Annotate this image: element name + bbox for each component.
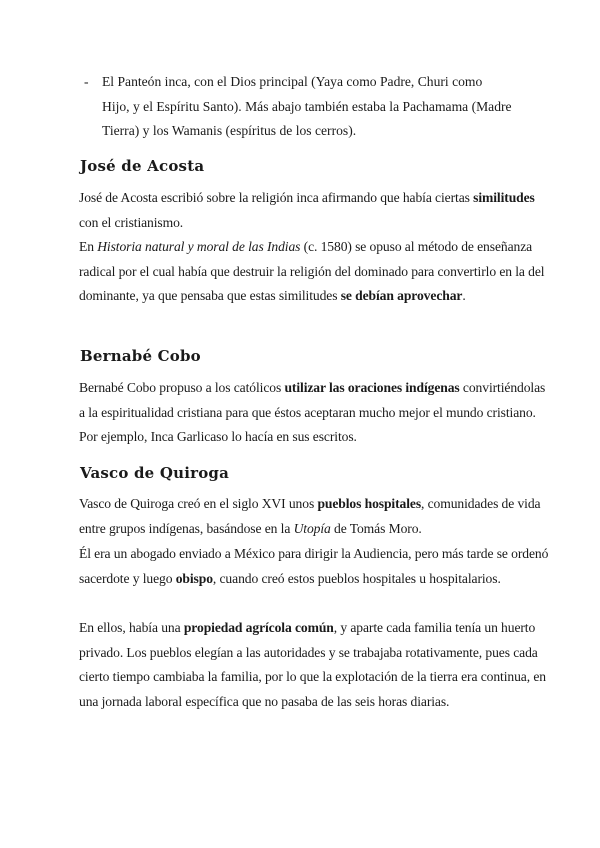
paragraph-acosta-1 [72,186,549,235]
heading-cobo: Bernabé Cobo [80,347,201,365]
bold-run: similitudes [473,190,535,205]
paragraph-quiroga-1 [72,492,549,541]
italic-run: Historia natural y moral de las Indias [97,239,301,254]
bold-run: propiedad agrícola común [183,620,334,635]
bullet-line-1: El Panteón inca, con el Dios principal (Yaya como Padre, Churi como [102,74,483,89]
text-run: . [462,288,466,304]
text-run: Bernabé Cobo propuso a los católicos [79,380,285,395]
text-run: Él era un abogado enviado a México para dirigir la Audiencia, pero más tarde se ordenó sacerdote y luego [79,546,549,586]
text-run: de Tomás Moro. [330,520,422,536]
heading-acosta: José de Acosta [80,157,205,175]
bold-run: obispo [175,570,213,586]
text-run: convirtiéndolas a la espiritualidad cristiana para que éstos aceptaran mucho mejor el mundo cristiano. Por ejemplo, Inca Garlicaso lo hacía en sus escritos. [79,380,546,445]
bullet-item-panteon [102,70,532,144]
bold-run: se debían aprovechar [340,288,463,304]
text-run: En [79,239,98,254]
text-run: En ellos, había una [79,620,184,635]
bullet-line-3: Tierra) y los Wamanis (espíritus de los cerros). [102,123,357,139]
paragraph-cobo-1 [72,376,549,450]
paragraph-quiroga-2 [72,542,549,591]
text-run: , comunidades de vida entre grupos indígenas, basándose en la [79,496,541,536]
bold-run: utilizar las oraciones indígenas [284,380,460,395]
paragraph-quiroga-3 [72,616,549,714]
bullet-marker: - [84,74,89,89]
text-run: José de Acosta escribió sobre la religión inca afirmando que había ciertas [79,190,470,205]
italic-run: Utopía [293,520,331,536]
text-run: con el cristianismo. [79,214,184,230]
bold-run: pueblos hospitales [317,496,422,511]
heading-quiroga: Vasco de Quiroga [80,464,230,482]
paragraph-acosta-2 [72,235,549,309]
bullet-line-2: Hijo, y el Espíritu Santo). Más abajo también estaba la Pachamama (Madre [102,98,512,114]
text-run: (c. 1580) se opuso al método de enseñanza radical por el cual había que destruir la religión del dominado para convertirlo en la del dominante, ya que pensaba que estas similitudes [79,239,545,304]
text-run: Vasco de Quiroga creó en el siglo XVI unos [79,496,318,511]
text-run: , cuando creó estos pueblos hospitales u hospitalarios. [212,570,501,586]
text-run: , y aparte cada familia tenía un huerto privado. Los pueblos elegían a las autoridades y se trabajaba rotativamente, pues cada cierto tiempo cambiaba la familia, por lo que la explotación de la tierra era continua, en una jornada laboral específica que no pasaba de las seis horas diarias. [79,620,546,709]
